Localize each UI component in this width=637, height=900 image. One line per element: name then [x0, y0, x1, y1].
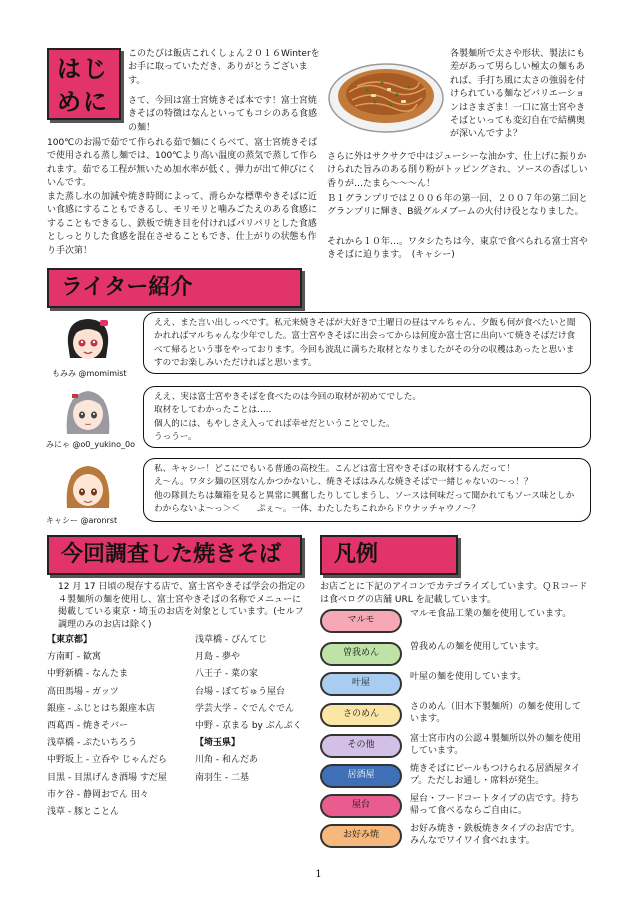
- writer-momimi-avatar: [62, 314, 114, 366]
- yakisoba-plate-illustration: [327, 50, 445, 136]
- shop-item: 西葛西 - 焼きそバー: [47, 721, 128, 732]
- writer-minya-text: ええ、実は富士宮やきそばを食べたのは今回の取材が初めてでした。 取材をしてわかったことは….. 個人的には、もやしさえ入ってれば幸せだということでした。 うっうー。: [154, 392, 421, 443]
- legend-intro: お店ごとに下記のアイコンでカテゴライズしています。ＱＲコードは食べログの店舗 URL を記載しています。: [320, 582, 588, 605]
- shop-item: 川角 - 和んだあ: [195, 755, 258, 766]
- shop-item: 市ケ谷 - 静岡おでん 田々: [47, 789, 149, 800]
- survey-banner: [47, 535, 302, 575]
- shop-item: 高田馬場 - ガッツ: [47, 686, 119, 697]
- writers-banner: [47, 268, 302, 308]
- legend-pill-okonomiyaki: お好み焼: [320, 824, 402, 848]
- shop-item: 浅草橋 - ぷたいちろう: [47, 738, 137, 749]
- shop-item: 銀座 - ふじとはち銀座本店: [47, 703, 155, 714]
- writer-momimi-bubble: [143, 312, 591, 374]
- shop-item: 目黒 - 目黒げんき酒場 すだ屋: [47, 772, 167, 783]
- shop-item: 方南町 - 歓寓: [47, 652, 101, 663]
- right-paragraph-1: 各製麺所で太さや形状、製法にも差があって男らしい極太の麺もあれば、手打ち風に太さの強弱を付けられている麺などバリエーションはさまざま！一口に富士宮やきそばといっても変幻自在で結構奥が深いんですよ？: [450, 49, 586, 140]
- intro-paragraph-1: このたびは飯店これくしょん２０１６Winterをお手に取っていただき、ありがとうございます。: [128, 49, 320, 86]
- hajimeni-title-line1: はじ: [57, 55, 109, 83]
- legend-desc-okonomiyaki: お好み焼き・鉄板焼きタイプのお店です。みんなでワイワイ食べれます。: [410, 824, 580, 847]
- legend-pill-kanouya: 叶屋: [320, 672, 402, 696]
- right-paragraph-2: さらに外はサクサクで中はジューシーな油かす、仕上げに振りかけられた旨みのある削り粉がトッピングされ、ソースの香ばしい香りが…たまら～～～ん！: [327, 152, 588, 189]
- writer-momimi-handle: もみみ @momimist: [52, 369, 127, 378]
- writer-cathy-text: 私、キャシー！どこにでもいる普通の高校生。こんどは富士宮やきそばの取材するんだって！ え～ん。ワタシ麺の区別なんかつかないし、焼きそばはみんな焼きそばで一緒じゃないの～っ！？ 他の隊員たちは麺箱を見ると異常に興奮したりしてしまうし、ソースは何味だって聞かれてもソース味としかわからないよ～っ＞＜ ぷぇ～。一体、わたしたちこれからドウナッチャウノ～？: [154, 464, 575, 515]
- legend-pill-yatai: 屋台: [320, 794, 402, 818]
- writer-minya-handle: みにゃ @o0_yukino_0o: [46, 440, 135, 449]
- writers-title: ライター紹介: [61, 275, 193, 300]
- survey-intro: 12 月 17 日頃の現存する店で、富士宮やきそば学会の指定の４製麺所の麺を使用し、富士宮やきそばの名称でメニューに掲載している東京・埼玉のお店を対象としています。(セルフ調理のみのお店は除く): [58, 582, 306, 630]
- right-paragraph-4: それから１０年…。ワタシたちは今、東京で食べられる富士宮やきそばに迫ります。 (キャシー): [327, 237, 588, 261]
- right-paragraph-3: Ｂ１グランプリでは２００６年の第一回、２００７年の第二回とグランプリに輝き、B級グルメブームの火付け役となりました。: [327, 194, 588, 218]
- legend-pill-soga: 曽我めん: [320, 642, 402, 666]
- legend-banner: [320, 535, 458, 575]
- legend-desc-kanouya: 叶屋の麺を使用しています。: [410, 672, 527, 682]
- intro-paragraph-2: さて、今回は富士宮焼きそば本です！富士宮焼きそばの特徴はなんといってもコシのある食感の麺！: [128, 96, 318, 133]
- tokyo-saitama-shop-list: [195, 632, 315, 787]
- intro-paragraph-4: また蒸し水の加減や焼き時間によって、滑らかな標準やきそばに近い食感にすることもできるし、モリモリと噛みごたえのある食感にすることもできるし、鉄板で焼き目を付ければパリパリとした食感としっとりした食感を混在させることもでき、仕上がりの状態も作り手次第！: [47, 192, 318, 256]
- saitama-heading: 【埼玉県】: [195, 738, 241, 749]
- shop-item: 八王子 - 菜の家: [195, 669, 258, 680]
- legend-desc-marumo: マルモ食品工業の麺を使用しています。: [410, 609, 572, 619]
- survey-title: 今回調査した焼きそば: [61, 542, 282, 567]
- writer-minya-avatar: [62, 386, 114, 438]
- shop-item: 台場 - ぼてぢゅう屋台: [195, 686, 285, 697]
- legend-pill-sano: さのめん: [320, 703, 402, 727]
- legend-pill-other: その他: [320, 734, 402, 758]
- legend-pill-izakaya: 居酒屋: [320, 764, 402, 788]
- writer-cathy-handle: キャシー @aronrst: [46, 516, 118, 525]
- writer-cathy-avatar: [62, 462, 114, 514]
- legend-desc-yatai: 屋台・フードコートタイプの店です。持ち帰って食べるならご自由に。: [410, 794, 580, 817]
- tokyo-heading: 【東京都】: [47, 635, 93, 645]
- writer-minya-bubble: [143, 386, 591, 448]
- legend-pill-marumo: マルモ: [320, 609, 402, 633]
- legend-desc-sano: さのめん（旧木下製麺所）の麺を使用しています。: [410, 702, 582, 725]
- legend-title: 凡例: [334, 542, 379, 567]
- shop-item: 浅草橋 - ぴんてじ: [195, 635, 267, 645]
- tokyo-shop-list: [47, 632, 197, 821]
- intro-paragraph-2-wrap: [47, 95, 325, 135]
- shop-item: 中野 - 京まる by ぶんぷく: [195, 721, 302, 732]
- page-number: 1: [315, 869, 322, 880]
- intro-paragraph-3: 100℃のお湯で茹でて作られる茹で麺にくらべて、富士宮焼きそばで使用される蒸し麺では、100℃より高い温度の蒸気で蒸して作られます。茹でる工程が無いため加水率が低く、弾力が出て伸びにくいんです。: [47, 138, 318, 189]
- legend-desc-soga: 曽我めんの麺を使用しています。: [410, 642, 545, 652]
- writer-momimi-text: ええ、また言い出しっぺです。私元来焼きそばが大好きで土曜日の昼はマルちゃん、夕飯も何が食べたいと聞かれればマルちゃんな少年でした。富士宮やきそばに出会ってからは何度か富士宮に出向いて焼きそばだけ食べて帰るという事をやっております。今回も波乱に満ちた取材となりましたがその分の収穫はあったと思いますのでお楽しみいただければと思います。: [154, 318, 576, 369]
- hajimeni-title-line2: めに: [57, 88, 109, 116]
- shop-item: 浅草 - 豚とことん: [47, 807, 119, 818]
- shop-item: 南羽生 - 二基: [195, 772, 249, 783]
- shop-item: 中野新橋 - なんたま: [47, 669, 128, 680]
- shop-item: 月島 - 夢や: [195, 652, 240, 663]
- shop-item: 中野坂上 - 立呑や じゃんだら: [47, 755, 167, 766]
- writer-cathy-bubble: [143, 458, 591, 522]
- shop-item: 学芸大学 - ぐでんぐでん: [195, 703, 294, 714]
- legend-desc-izakaya: 焼きそばにビールもつけられる居酒屋タイプ。ただしお通し・席料が発生。: [410, 764, 581, 787]
- legend-desc-other: 富士宮市内の公認４製麺所以外の麺を使用しています。: [410, 734, 582, 757]
